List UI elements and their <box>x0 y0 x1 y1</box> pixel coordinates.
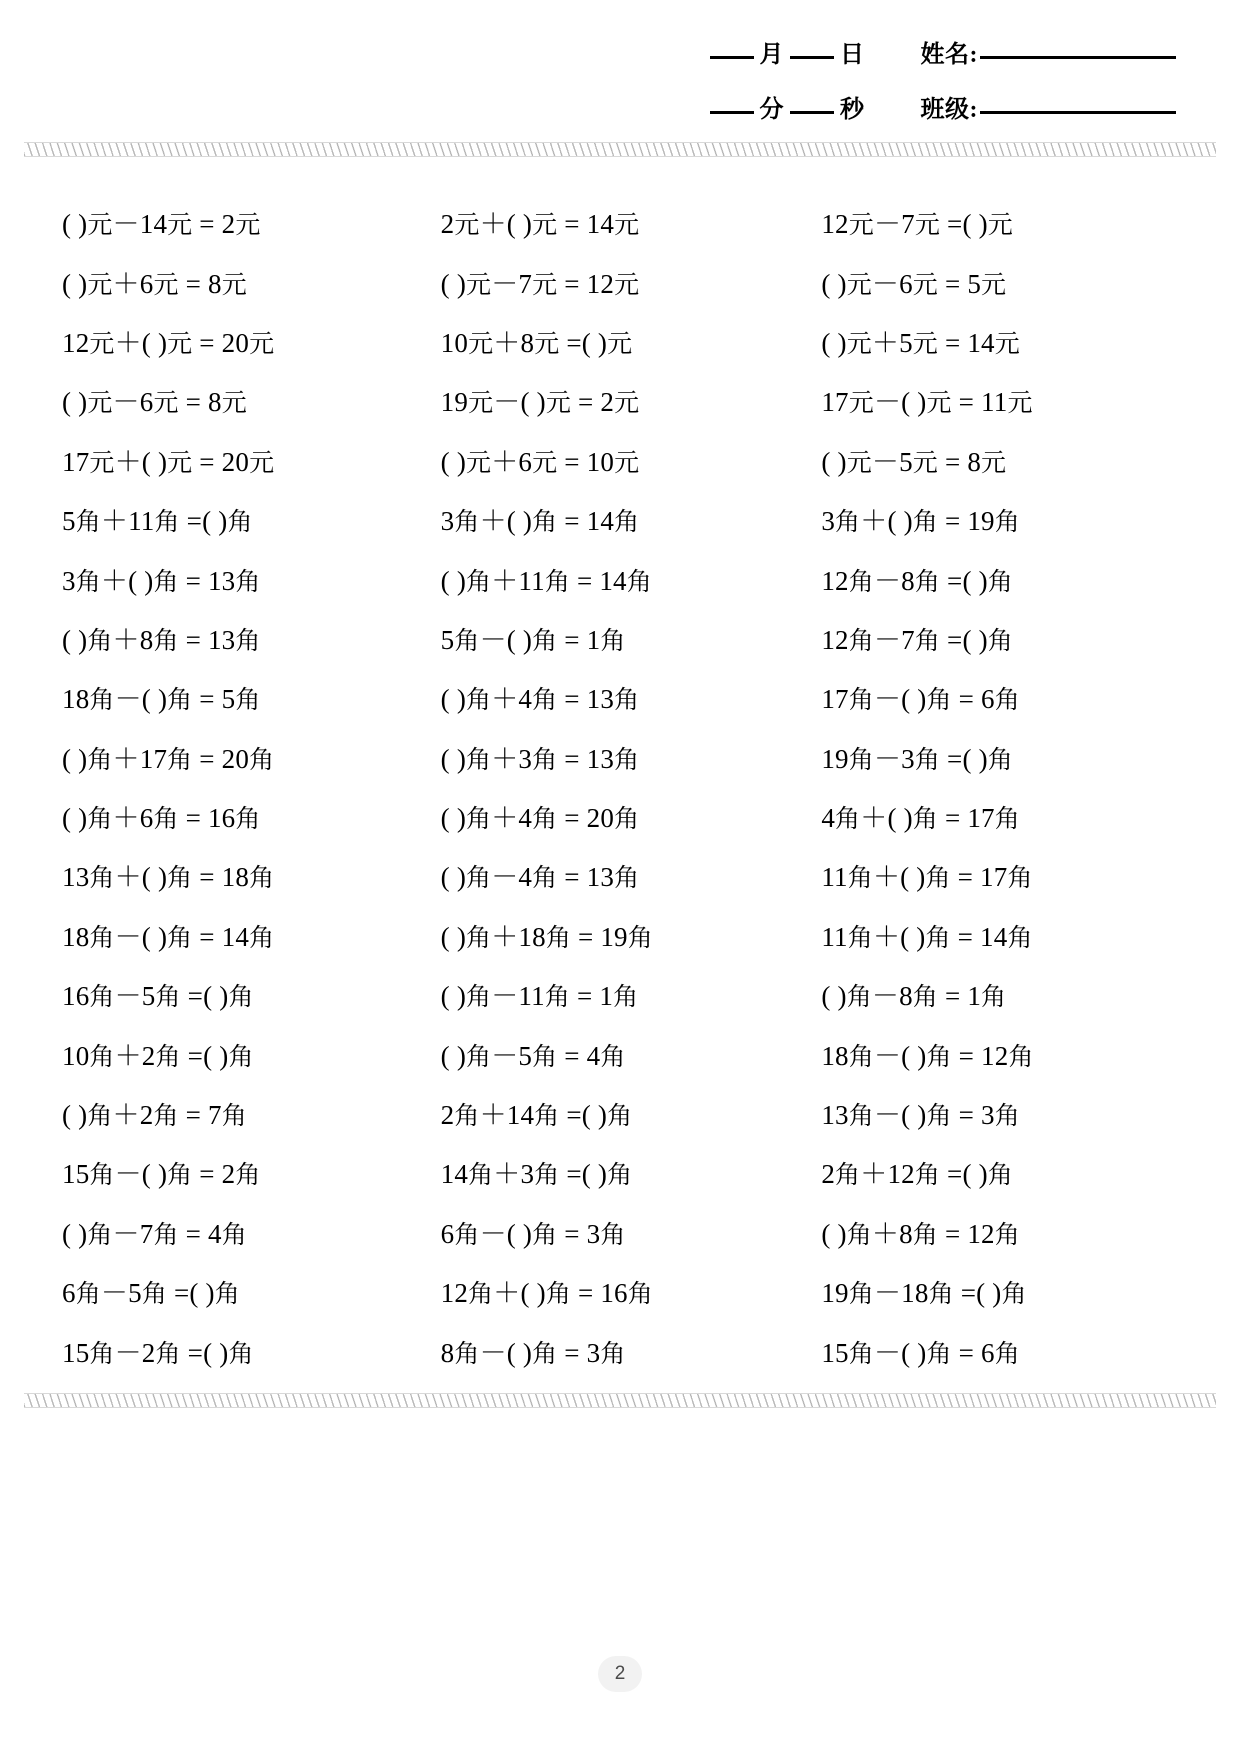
problem-item[interactable]: ( )角＋4角 = 13角 <box>440 684 640 715</box>
problem-row <box>52 1323 1188 1382</box>
problem-item[interactable]: ( )元＋5元 = 14元 <box>821 327 1020 358</box>
problem-item[interactable]: 12角－7角 =( )角 <box>821 624 1013 655</box>
problem-item[interactable]: 6角－5角 =( )角 <box>62 1278 240 1309</box>
problem-row <box>52 1145 1188 1204</box>
problem-item[interactable]: ( )元－6元 = 5元 <box>821 268 1007 299</box>
problem-row <box>52 670 1188 729</box>
problem-item[interactable]: 3角＋( )角 = 13角 <box>62 565 261 596</box>
problem-item[interactable]: 18角－( )角 = 5角 <box>62 684 261 715</box>
page-footer <box>0 1656 1240 1692</box>
problem-item[interactable]: ( )角＋8角 = 13角 <box>62 624 261 655</box>
problem-item[interactable]: 18角－( )角 = 12角 <box>821 1040 1034 1071</box>
problem-item[interactable]: 5角＋11角 =( )角 <box>62 506 253 537</box>
top-divider <box>24 142 1216 157</box>
class-blank[interactable] <box>980 111 1176 114</box>
problem-item[interactable]: 13角＋( )角 = 18角 <box>62 862 275 893</box>
problem-item[interactable]: ( )角＋2角 = 7角 <box>62 1100 247 1131</box>
problem-item[interactable]: 15角－2角 =( )角 <box>62 1337 254 1368</box>
problem-item[interactable]: ( )角－8角 = 1角 <box>821 981 1007 1012</box>
name-label: 姓名: <box>920 42 978 68</box>
problem-row <box>52 492 1188 551</box>
problem-item[interactable]: ( )角－7角 = 4角 <box>62 1218 247 1249</box>
problem-row <box>52 611 1188 670</box>
problem-item[interactable]: 19元－( )元 = 2元 <box>440 387 640 418</box>
problem-item[interactable]: ( )角＋6角 = 16角 <box>62 803 261 834</box>
problem-item[interactable]: 3角＋( )角 = 19角 <box>821 506 1020 537</box>
problem-item[interactable]: 14角＋3角 =( )角 <box>440 1159 633 1190</box>
problem-item[interactable]: ( )元－6元 = 8元 <box>62 387 247 418</box>
day-blank[interactable] <box>790 56 834 59</box>
problem-row <box>52 1264 1188 1323</box>
problem-row <box>52 1026 1188 1085</box>
header-date-row <box>704 34 1183 69</box>
problem-row <box>52 730 1188 789</box>
problem-item[interactable]: 8角－( )角 = 3角 <box>440 1337 626 1368</box>
problem-item[interactable]: 19角－18角 =( )角 <box>821 1278 1027 1309</box>
problem-item[interactable]: ( )元－7元 = 12元 <box>440 268 640 299</box>
minute-label: 分 <box>759 97 784 123</box>
problem-item[interactable]: 15角－( )角 = 2角 <box>62 1159 261 1190</box>
problem-item[interactable]: 15角－( )角 = 6角 <box>821 1337 1020 1368</box>
problem-item[interactable]: ( )角－5角 = 4角 <box>440 1040 626 1071</box>
problem-row <box>52 254 1188 313</box>
problem-item[interactable]: ( )角＋18角 = 19角 <box>440 921 653 952</box>
problem-item[interactable]: 5角－( )角 = 1角 <box>440 624 626 655</box>
problem-item[interactable]: ( )元－14元 = 2元 <box>62 209 261 240</box>
problem-item[interactable]: ( )元＋6元 = 8元 <box>62 268 247 299</box>
problem-item[interactable]: 12元＋( )元 = 20元 <box>62 327 275 358</box>
second-label: 秒 <box>840 97 865 123</box>
problem-item[interactable]: 18角－( )角 = 14角 <box>62 921 275 952</box>
problem-row <box>52 1205 1188 1264</box>
problem-item[interactable]: 12角＋( )角 = 16角 <box>440 1278 653 1309</box>
problem-item[interactable]: ( )角＋4角 = 20角 <box>440 803 640 834</box>
problem-item[interactable]: 12角－8角 =( )角 <box>821 565 1013 596</box>
problem-item[interactable]: 6角－( )角 = 3角 <box>440 1218 626 1249</box>
minute-blank[interactable] <box>710 111 754 114</box>
class-label: 班级: <box>920 97 978 123</box>
page-number-badge: 2 <box>598 1656 642 1692</box>
problem-item[interactable]: ( )角－4角 = 13角 <box>440 862 640 893</box>
problem-item[interactable]: 11角＋( )角 = 17角 <box>821 862 1033 893</box>
problem-item[interactable]: 17元－( )元 = 11元 <box>821 387 1033 418</box>
day-label: 日 <box>840 42 865 68</box>
problem-row <box>52 195 1188 254</box>
problem-item[interactable]: ( )角＋3角 = 13角 <box>440 743 640 774</box>
problem-item[interactable]: 10元＋8元 =( )元 <box>440 327 633 358</box>
problem-item[interactable]: ( )角＋11角 = 14角 <box>440 565 652 596</box>
problem-item[interactable]: ( )角＋17角 = 20角 <box>62 743 275 774</box>
problem-item[interactable]: ( )角＋8角 = 12角 <box>821 1218 1020 1249</box>
month-label: 月 <box>759 42 784 68</box>
problem-item[interactable]: 2角＋12角 =( )角 <box>821 1159 1013 1190</box>
problem-item[interactable]: 17元＋( )元 = 20元 <box>62 446 275 477</box>
header-time-row <box>704 89 1183 124</box>
bottom-divider <box>24 1393 1216 1408</box>
problem-item[interactable]: ( )元＋6元 = 10元 <box>440 446 640 477</box>
problem-item[interactable]: 19角－3角 =( )角 <box>821 743 1013 774</box>
problem-item[interactable]: 3角＋( )角 = 14角 <box>440 506 640 537</box>
problem-item[interactable]: 4角＋( )角 = 17角 <box>821 803 1020 834</box>
problem-grid <box>0 157 1240 1383</box>
problem-item[interactable]: 12元－7元 =( )元 <box>821 209 1013 240</box>
problem-item[interactable]: 10角＋2角 =( )角 <box>62 1040 254 1071</box>
problem-row <box>52 967 1188 1026</box>
problem-item[interactable]: 13角－( )角 = 3角 <box>821 1100 1020 1131</box>
problem-item[interactable]: 17角－( )角 = 6角 <box>821 684 1020 715</box>
name-blank[interactable] <box>980 56 1176 59</box>
problem-item[interactable]: ( )角－11角 = 1角 <box>440 981 639 1012</box>
problem-row <box>52 373 1188 432</box>
problem-row <box>52 908 1188 967</box>
problem-row <box>52 433 1188 492</box>
problem-item[interactable]: ( )元－5元 = 8元 <box>821 446 1007 477</box>
problem-row <box>52 848 1188 907</box>
problem-item[interactable]: 16角－5角 =( )角 <box>62 981 254 1012</box>
problem-item[interactable]: 11角＋( )角 = 14角 <box>821 921 1033 952</box>
problem-item[interactable]: 2角＋14角 =( )角 <box>440 1100 633 1131</box>
problem-row <box>52 551 1188 610</box>
problem-item[interactable]: 2元＋( )元 = 14元 <box>440 209 640 240</box>
problem-row <box>52 789 1188 848</box>
problem-row <box>52 1086 1188 1145</box>
second-blank[interactable] <box>790 111 834 114</box>
page-header <box>0 0 1240 124</box>
month-blank[interactable] <box>710 56 754 59</box>
problem-row <box>52 314 1188 373</box>
